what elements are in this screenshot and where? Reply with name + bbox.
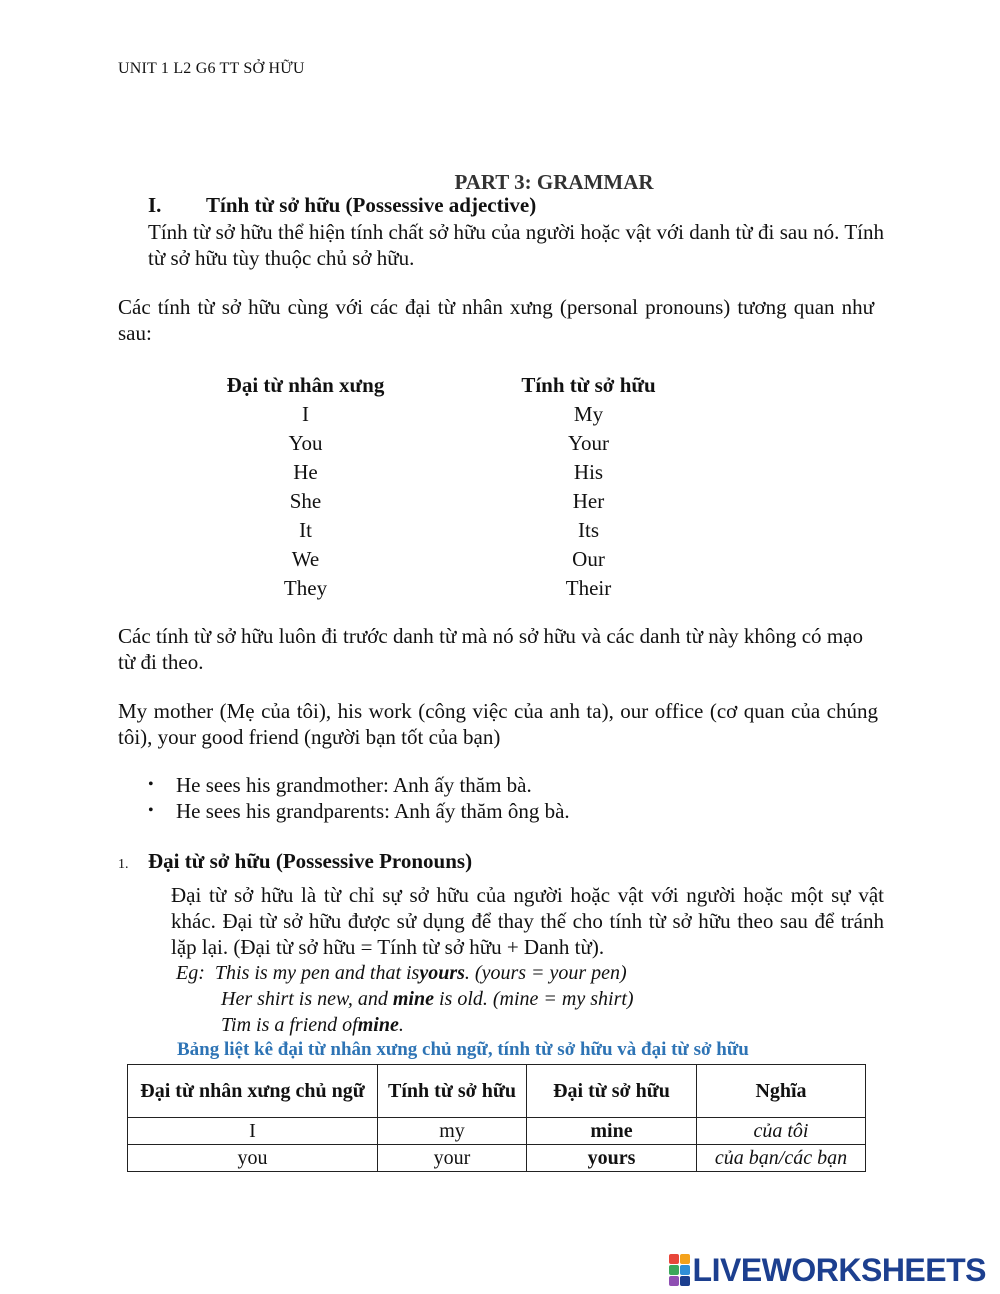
example-label: Eg: bbox=[176, 962, 205, 984]
example-highlight: mine bbox=[357, 1014, 399, 1036]
example-highlight: yours bbox=[419, 962, 465, 984]
table-row bbox=[195, 400, 761, 429]
table-cell: của bạn/các bạn bbox=[697, 1145, 866, 1172]
table-caption: Bảng liệt kê đại từ nhân xưng chủ ngữ, tính từ sở hữu và đại từ sở hữu bbox=[177, 1039, 749, 1060]
section-number: I. bbox=[148, 193, 162, 217]
table-cell: mine bbox=[527, 1118, 697, 1145]
section-title: Tính từ sở hữu (Possessive adjective) bbox=[206, 193, 537, 217]
table-row bbox=[195, 487, 761, 516]
example-text: Tim is a friend of bbox=[221, 1014, 358, 1036]
table-cell: You bbox=[288, 431, 323, 455]
table-row bbox=[195, 429, 761, 458]
table-cell: I bbox=[128, 1118, 378, 1145]
table-cell: We bbox=[291, 547, 320, 571]
table-cell: Their bbox=[565, 576, 612, 600]
example-line-1 bbox=[176, 960, 627, 986]
table-cell: They bbox=[283, 576, 328, 600]
table-row bbox=[128, 1118, 866, 1145]
table-row bbox=[195, 574, 761, 603]
bullet-list bbox=[148, 772, 878, 824]
subsection-title: Đại từ sở hữu (Possessive Pronouns) bbox=[148, 849, 473, 873]
intro-paragraph: Tính từ sở hữu thể hiện tính chất sở hữu của người hoặc vật với danh từ đi sau nó. Tính từ sở hữu tùy thuộc chủ sở hữu. bbox=[148, 220, 884, 270]
list-item bbox=[148, 798, 878, 824]
column-header: Tính từ sở hữu bbox=[378, 1065, 527, 1118]
table-cell: Our bbox=[572, 547, 605, 571]
logo-icon bbox=[669, 1254, 690, 1286]
example-text: . (yours = your pen) bbox=[464, 962, 627, 984]
possessive-table bbox=[127, 1064, 866, 1172]
relation-paragraph: Các tính từ sở hữu cùng với các đại từ nhân xưng (personal pronouns) tương quan như sau: bbox=[118, 295, 874, 345]
page-header: UNIT 1 L2 G6 TT SỞ HỮU bbox=[118, 60, 305, 77]
example-highlight: mine bbox=[392, 988, 434, 1010]
table-row bbox=[128, 1145, 866, 1172]
table-cell: yours bbox=[527, 1145, 697, 1172]
table-cell: Your bbox=[567, 431, 610, 455]
table-cell: của tôi bbox=[697, 1118, 866, 1145]
example-line-3 bbox=[221, 1012, 404, 1038]
list-item bbox=[148, 772, 878, 798]
examples-paragraph: My mother (Mẹ của tôi), his work (công việc của anh ta), our office (cơ quan của chúng tôi), your good friend (người bạn tốt của bạn) bbox=[118, 699, 878, 749]
bullet-icon: • bbox=[148, 776, 154, 793]
table-cell: My bbox=[573, 402, 604, 426]
table-cell: Her bbox=[572, 489, 605, 513]
example-text: . bbox=[398, 1014, 404, 1036]
table-cell: He bbox=[293, 460, 318, 484]
column-header: Đại từ sở hữu bbox=[527, 1065, 697, 1118]
table-cell: Its bbox=[578, 518, 599, 542]
possessive-pronoun-intro: Đại từ sở hữu là từ chỉ sự sở hữu của người hoặc vật với người hoặc một sự vật khác. Đại từ sở hữu được sử dụng để thay thế cho tính từ sở hữu theo sau để tránh lặp lại. (Đại từ sở hữu = Tính từ sở hữu + Danh từ). bbox=[171, 883, 884, 959]
table-cell: I bbox=[302, 402, 309, 426]
column-header: Tính từ sở hữu bbox=[521, 373, 656, 397]
logo-text: LIVEWORKSHEETS bbox=[692, 1251, 986, 1288]
note-paragraph: Các tính từ sở hữu luôn đi trước danh từ mà nó sở hữu và các danh từ này không có mạo từ đi theo. bbox=[118, 624, 863, 674]
list-item-text: He sees his grandmother: Anh ấy thăm bà. bbox=[176, 773, 532, 797]
subsection-number: 1. bbox=[118, 857, 129, 872]
table-cell: my bbox=[378, 1118, 527, 1145]
list-item-text: He sees his grandparents: Anh ấy thăm ông bà. bbox=[176, 799, 570, 823]
column-header: Đại từ nhân xưng bbox=[226, 373, 385, 397]
example-line-2 bbox=[221, 986, 634, 1012]
table-cell: you bbox=[128, 1145, 378, 1172]
pronoun-adjective-table bbox=[195, 371, 761, 603]
column-header: Nghĩa bbox=[697, 1065, 866, 1118]
example-text: Her shirt is new, and bbox=[221, 988, 393, 1010]
table-cell: She bbox=[289, 489, 322, 513]
part-title: PART 3: GRAMMAR bbox=[454, 170, 654, 194]
example-text: This is my pen and that is bbox=[214, 962, 420, 984]
table-row bbox=[195, 516, 761, 545]
table-row bbox=[195, 545, 761, 574]
liveworksheets-logo bbox=[669, 1253, 986, 1287]
bullet-icon: • bbox=[148, 802, 154, 819]
column-header: Đại từ nhân xưng chủ ngữ bbox=[128, 1065, 378, 1118]
table-cell: your bbox=[378, 1145, 527, 1172]
table-cell: His bbox=[573, 460, 604, 484]
table-cell: It bbox=[299, 518, 312, 542]
example-text: is old. (mine = my shirt) bbox=[433, 988, 634, 1010]
table-row bbox=[195, 458, 761, 487]
